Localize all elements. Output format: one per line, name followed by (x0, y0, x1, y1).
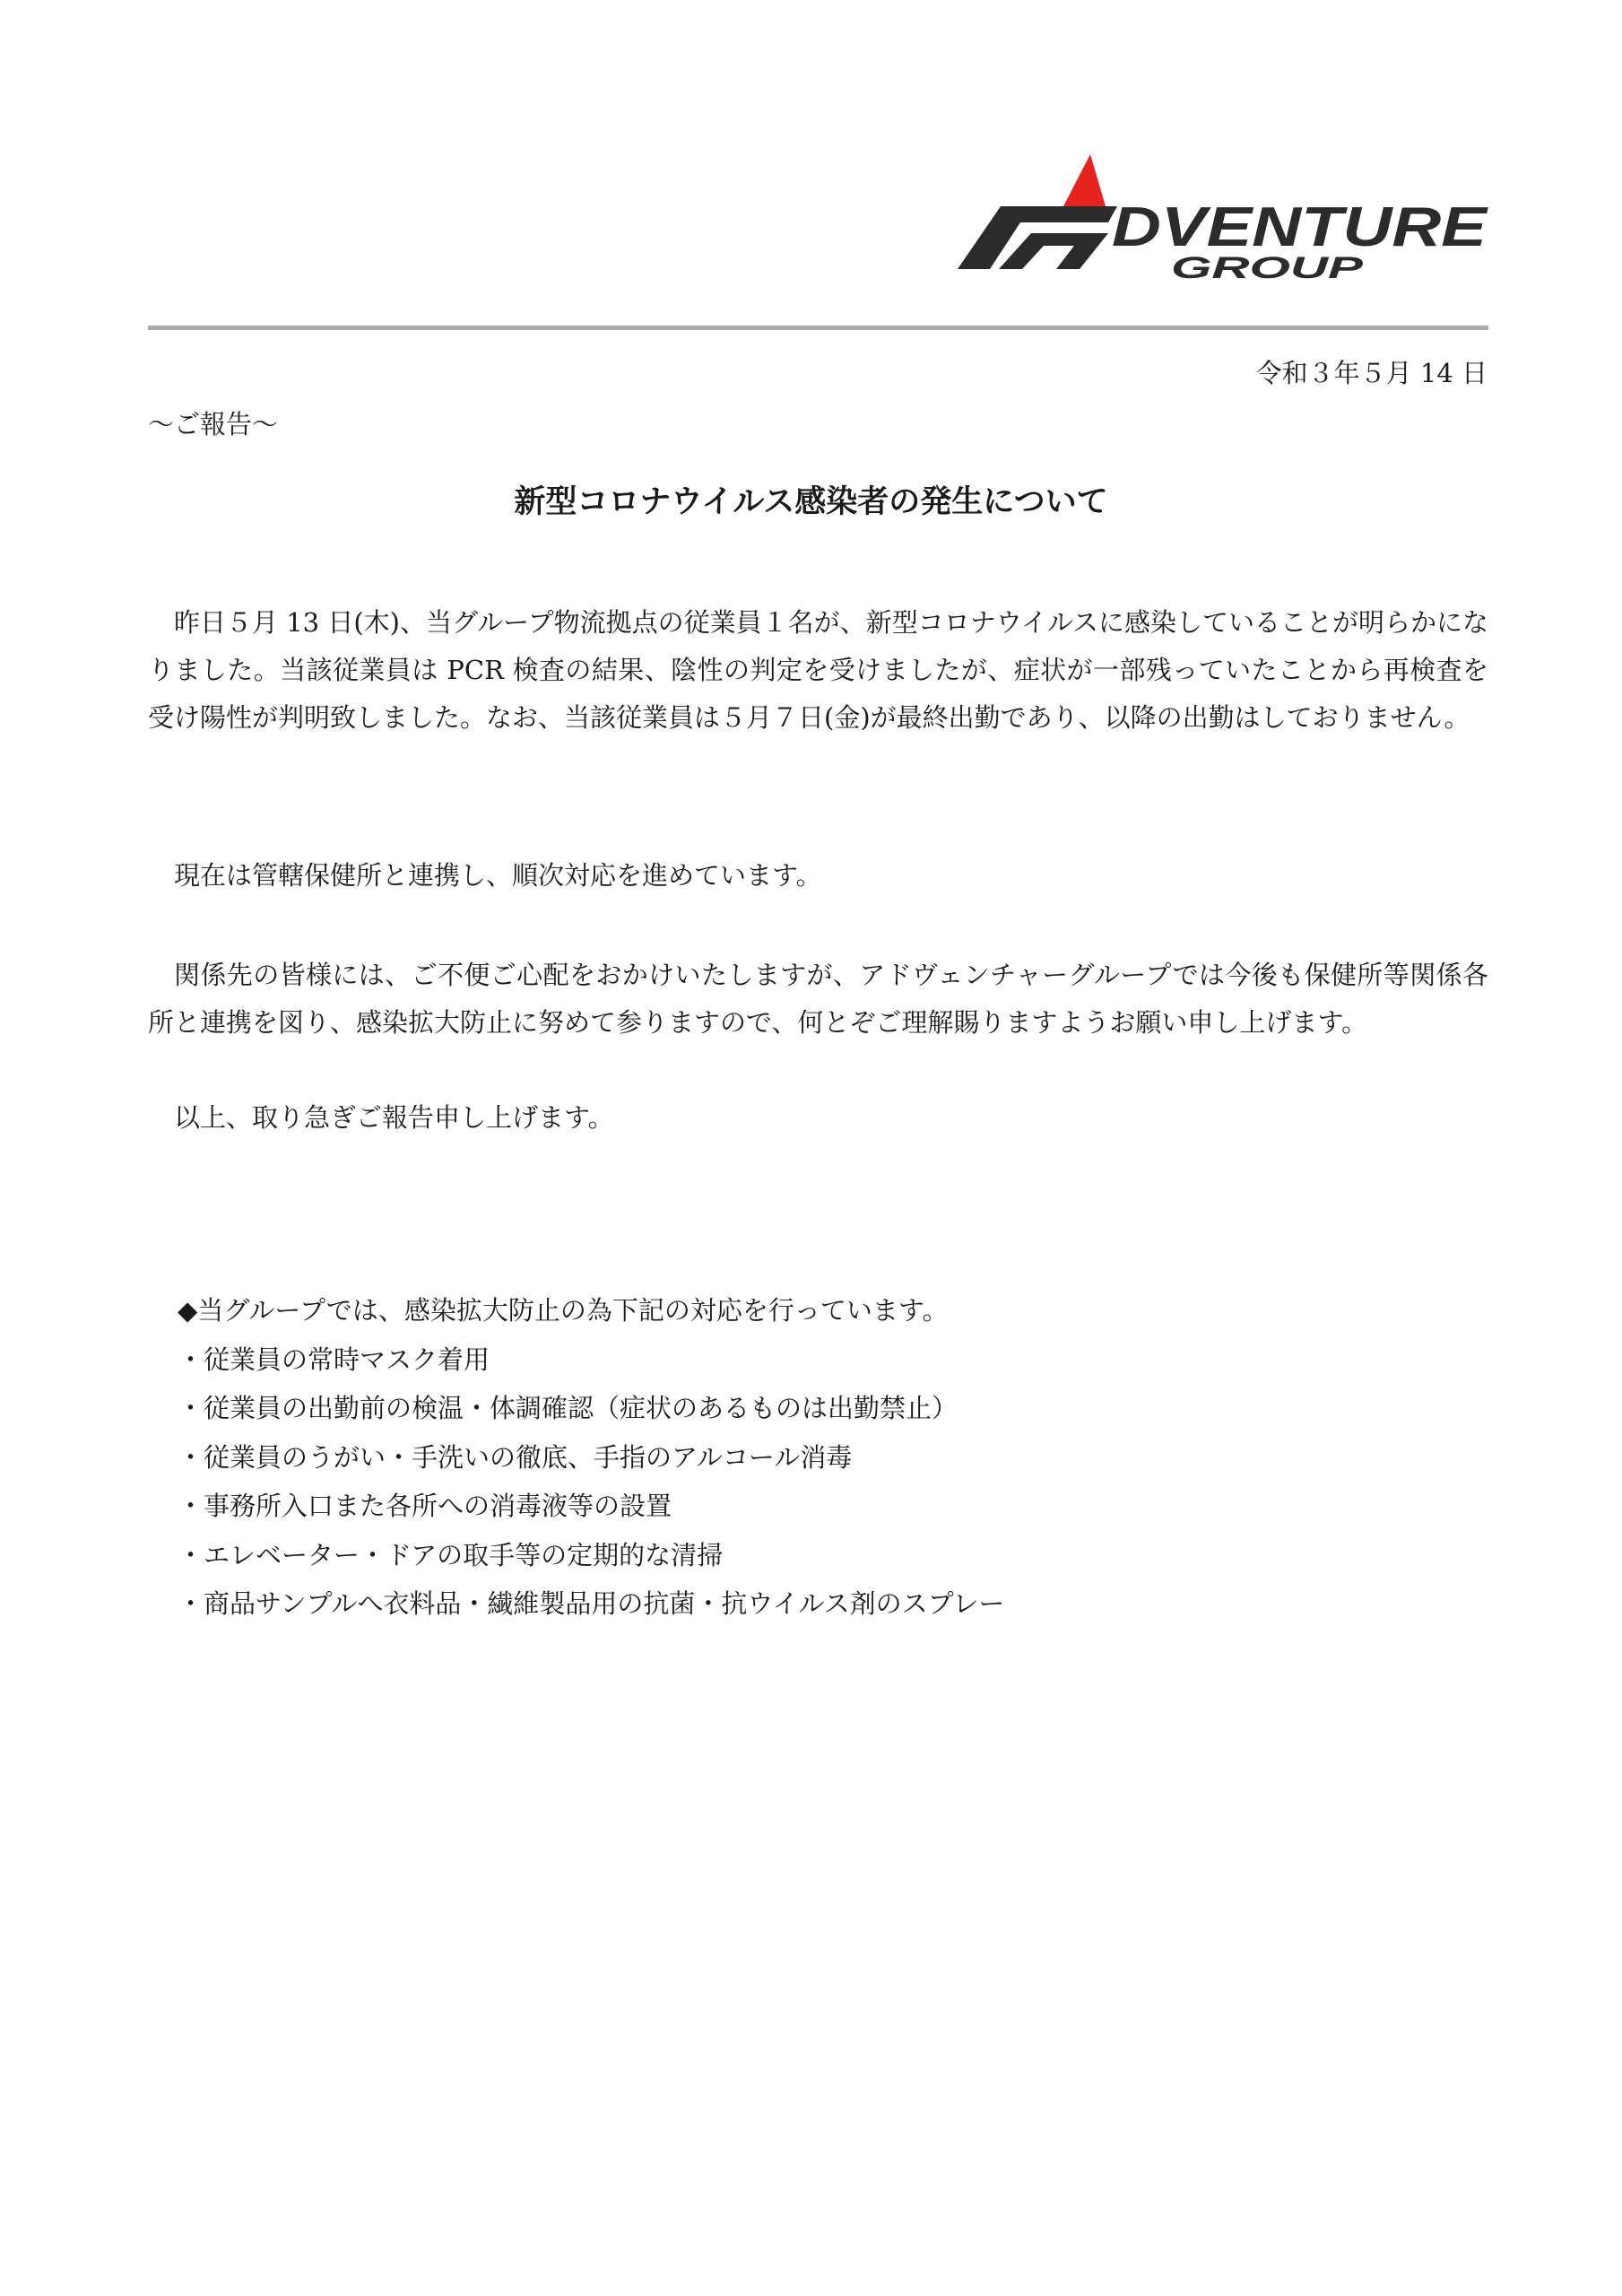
logo-red-triangle (1063, 154, 1106, 206)
paragraph-closing: 以上、取り急ぎご報告申し上げます。 (174, 1102, 614, 1133)
company-logo (958, 152, 1496, 287)
paragraph-announcement: 昨日５月 13 日(木)、当グループ物流拠点の従業員１名が、新型コロナウイルスに感染していることが明らかになりました。当該従業員は PCR 検査の結果、陰性の判定を受けましたが、症状が一部残っていたことから再検査を受け陽性が判明致しました。なお、当該従業員は５月７日(金)が最終出勤であり、以降の出勤はしておりません。 (148, 607, 1488, 733)
list-item: ・エレベーター・ドアの取手等の定期的な清掃 (178, 1539, 724, 1570)
list-item: ・従業員の常時マスク着用 (178, 1344, 490, 1375)
prevention-measures-list (178, 1286, 1433, 1629)
list-item: ・商品サンプルへ衣料品・繊維製品用の抗菌・抗ウイルス剤のスプレー (178, 1588, 1005, 1619)
paragraph-apology: 関係先の皆様には、ご不便ご心配をおかけいたしますが、アドヴェンチャーグループでは今後も保健所等関係各所と連携を図り、感染拡大防止に努めて参りますので、何とぞご理解賜りますようお願い申し上げます。 (148, 960, 1488, 1038)
logo-subtitle: GROUP (1171, 251, 1364, 285)
list-item: ・従業員の出勤前の検温・体調確認（症状のあるものは出勤禁止） (178, 1393, 958, 1423)
document-title: 新型コロナウイルス感染者の発生について (514, 483, 1108, 520)
paragraph-current-status: 現在は管轄保健所と連携し、順次対応を進めています。 (174, 860, 822, 891)
list-item: ・事務所入口また各所への消毒液等の設置 (178, 1491, 672, 1521)
logo-dark-stroke-lower (999, 233, 1108, 269)
header-divider (148, 326, 1488, 330)
document-date: 令和３年５月 14 日 (1255, 358, 1488, 388)
adventure-group-logo-mark (958, 152, 1496, 287)
measures-heading: ◆当グループでは、感染拡大防止の為下記の対応を行っています。 (178, 1295, 949, 1326)
list-item: ・従業員のうがい・手洗いの徹底、手指のアルコール消毒 (178, 1441, 853, 1473)
logo-wordmark: DVENTURE (1112, 196, 1489, 258)
report-label: ～ご報告～ (148, 409, 279, 439)
